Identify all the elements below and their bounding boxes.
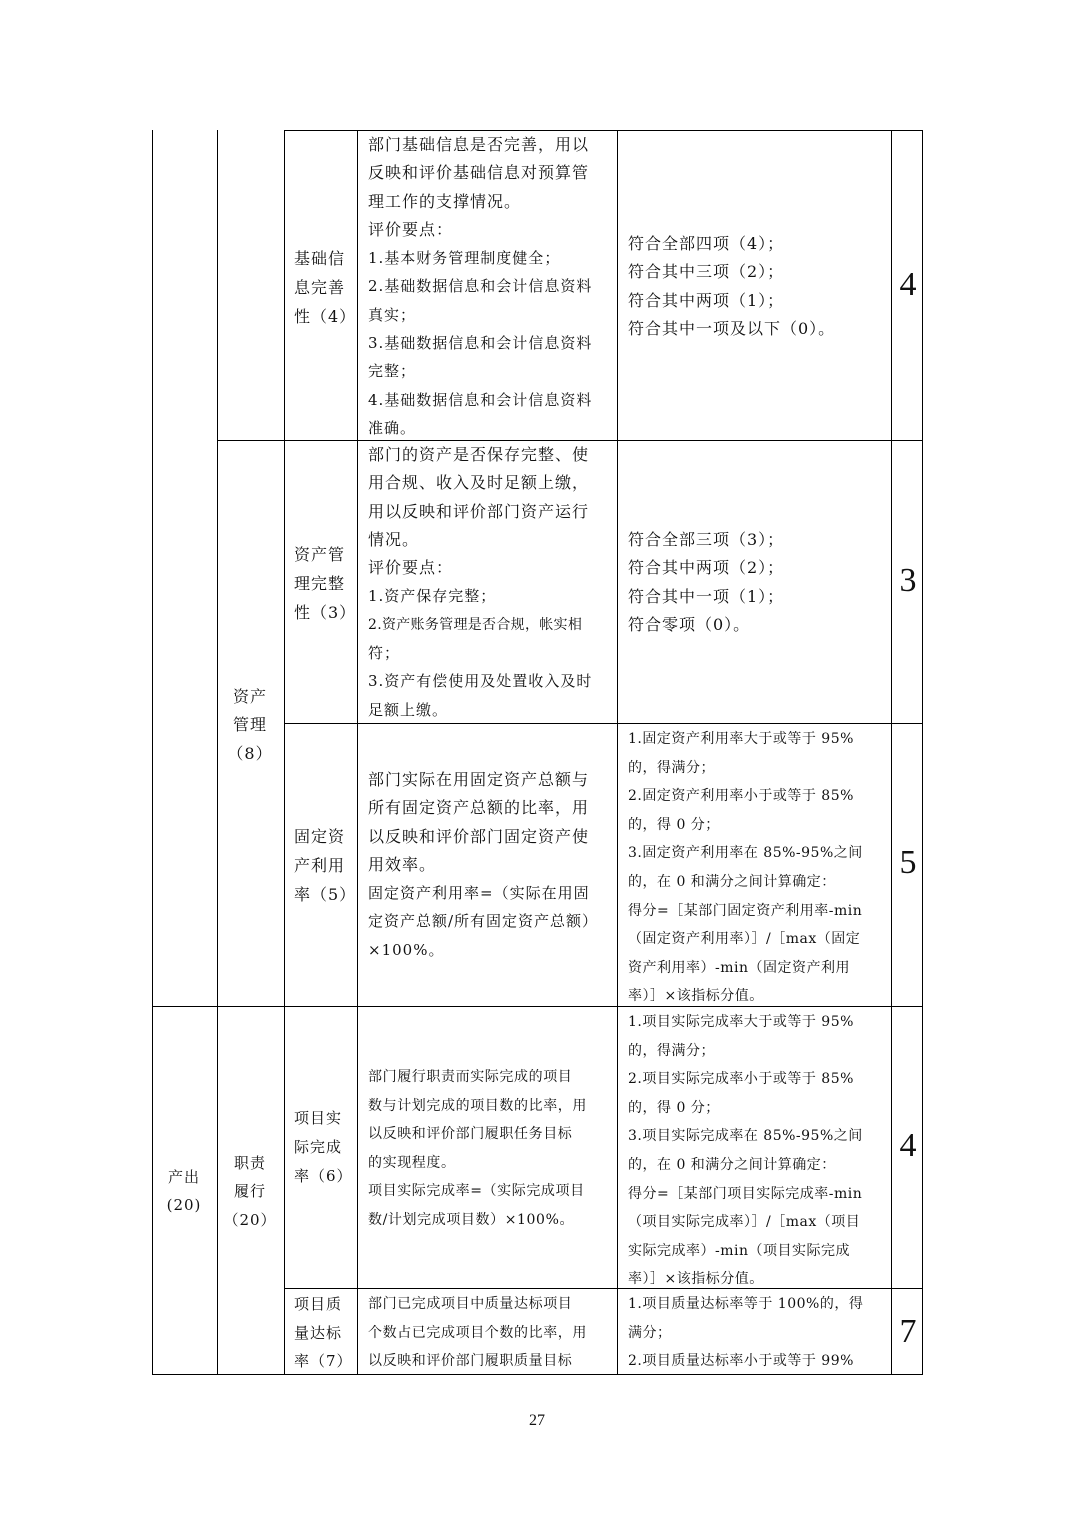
- indicator-fixed-asset-utilization: 固定资 产利用 率（5）: [294, 827, 357, 904]
- description-fixed-asset-utilization: 部门实际在用固定资产总额与 所有固定资产总额的比率，用 以反映和评价部门固定资产使 用效率。 固定资产利用率=（实际在用固 定资产总额/所有固定资产总额） ×100%。: [368, 770, 599, 959]
- score-basic-info: 4: [899, 266, 917, 303]
- criteria-basic-info: 符合全部四项（4）； 符合其中三项（2）； 符合其中两项（1）； 符合其中一项及以下（0）。: [628, 234, 836, 338]
- group-output: 产出 (20): [166, 1168, 202, 1215]
- page-number: 27: [529, 1412, 545, 1429]
- score-project-quality: 7: [899, 1313, 917, 1350]
- description-project-quality: 部门已完成项目中质量达标项目 个数占已完成项目个数的比率，用 以反映和评价部门履职质量目标: [368, 1296, 587, 1369]
- score-project-completion: 4: [899, 1127, 917, 1164]
- score-fixed-asset-utilization: 5: [899, 844, 917, 881]
- group-asset-management: 资产 管理 （8）: [227, 687, 273, 763]
- indicator-asset-integrity: 资产管 理完整 性（3）: [294, 545, 357, 622]
- description-asset-integrity: 部门的资产是否保存完整、使 用合规、收入及时足额上缴， 用以反映和评价部门资产运行 情况。 评价要点： 1.资产保存完整； 2.资产账务管理是否合规，帐实相 符； 3.资产有偿使用及处置收入及时 足额上缴。: [368, 445, 593, 719]
- indicator-project-completion: 项目实 际完成 率（6）: [294, 1109, 353, 1185]
- score-asset-integrity: 3: [899, 562, 917, 599]
- group-duty-performance: 职责 履行 （20）: [223, 1154, 277, 1229]
- criteria-project-completion: 1.项目实际完成率大于或等于 95% 的，得满分； 2.项目实际完成率小于或等于 85% 的，得 0 分； 3.项目实际完成率在 85%-95%之间 的，在 0 和满分之间计算确定： 得分=［某部门项目实际完成率-min （项目实际完成率）］/［max（项目 实际完成率）-min（项目实际完成 率）］×该指标分值。: [628, 1014, 863, 1288]
- criteria-fixed-asset-utilization: 1.固定资产利用率大于或等于 95% 的，得满分； 2.固定资产利用率小于或等于 85% 的，得 0 分； 3.固定资产利用率在 85%-95%之间 的，在 0 和满分之间计算确定： 得分=［某部门固定资产利用率-min （固定资产利用率）］/［max（固定 资产利用率）-min（固定资产利用 率）］×该指标分值。: [628, 731, 863, 1005]
- indicator-project-quality: 项目质 量达标 率（7）: [294, 1295, 353, 1370]
- description-basic-info: 部门基础信息是否完善，用以 反映和评价基础信息对预算管 理工作的支撑情况。 评价要点： 1.基本财务管理制度健全； 2.基础数据信息和会计信息资料 真实； 3.基础数据信息和会计信息资料 完整； 4.基础数据信息和会计信息资料 准确。: [368, 135, 593, 437]
- criteria-asset-integrity: 符合全部三项（3）； 符合其中两项（2）； 符合其中一项（1）； 符合零项（0）。: [628, 530, 785, 634]
- description-project-completion: 部门履行职责而实际完成的项目 数与计划完成的项目数的比率，用 以反映和评价部门履职任务目标 的实现程度。 项目实际完成率=（实际完成项目 数/计划完成项目数）×100%。: [368, 1069, 587, 1228]
- criteria-project-quality: 1.项目质量达标率等于 100%的，得 满分； 2.项目质量达标率小于或等于 99%: [628, 1296, 864, 1369]
- indicator-basic-info: 基础信 息完善 性（4）: [294, 249, 357, 326]
